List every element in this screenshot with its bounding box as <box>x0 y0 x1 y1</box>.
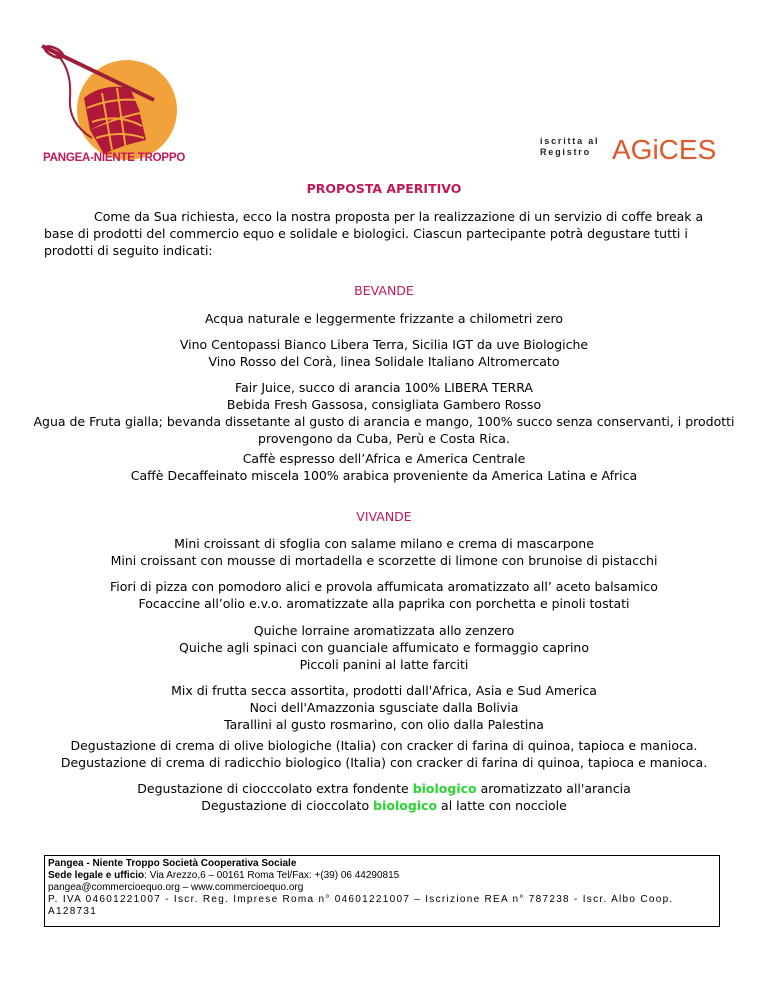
agices-wordmark: AGiCES <box>612 134 717 165</box>
vivande-group-4 <box>20 682 748 733</box>
menu-line: Noci dell'Amazzonia sgusciate dalla Bolivia <box>249 700 519 715</box>
menu-line: Agua de Fruta gialla; bevanda dissetante al gusto di arancia e mango, 100% succo senza conservanti, i prodotti <box>33 414 735 429</box>
bevande-heading: BEVANDE <box>354 283 414 298</box>
menu-line: Vino Centopassi Bianco Libera Terra, Sicilia IGT da uve Biologiche <box>179 337 589 352</box>
page-title: PROPOSTA APERITIVO <box>306 181 462 196</box>
menu-line: Focaccine all’olio e.v.o. aromatizzate alla paprika con porchetta e pinoli tostati <box>138 596 630 611</box>
menu-line: Caffè espresso dell’Africa e America Centrale <box>242 451 526 466</box>
menu-line: Degustazione di crema di radicchio biologico (Italia) con cracker di farina di quinoa, tapioca e manioca. <box>60 755 708 770</box>
menu-line: provengono da Cuba, Perù e Costa Rica. <box>258 431 510 446</box>
menu-line: Mini croissant di sfoglia con salame milano e crema di mascarpone <box>174 536 594 551</box>
bevande-group-1 <box>20 310 748 327</box>
globe-needle-icon <box>32 38 204 170</box>
logo-text: PANGEA-NIENTE TROPPO <box>43 152 186 164</box>
vivande-heading: VIVANDE <box>356 509 412 524</box>
menu-line: Fiori di pizza con pomodoro alici e provola affumicata aromatizzato all’ aceto balsamico <box>110 579 658 594</box>
menu-line: Piccoli panini al latte farciti <box>299 657 469 672</box>
bevande-group-2 <box>20 336 748 370</box>
vivande-group-1 <box>20 535 748 569</box>
bevande-group-3 <box>20 379 748 447</box>
menu-line: Degustazione di cioccolato biologico al latte con nocciole <box>201 798 567 813</box>
pangea-logo <box>32 38 204 170</box>
vivande-group-choc <box>20 780 748 814</box>
menu-line: Degustazione di ciocccolato extra fondente biologico aromatizzato all'arancia <box>137 781 631 796</box>
menu-line: Quiche agli spinaci con guanciale affumicato e formaggio caprino <box>178 640 589 655</box>
bevande-group-4 <box>20 450 748 484</box>
iva-line: P. IVA 04601221007 - Iscr. Reg. Imprese Roma n° 04601221007 – Iscrizione REA n° 787238 - Iscr. Albo Coop. <box>48 894 674 905</box>
company-name: Pangea - Niente Troppo Società Cooperativa Sociale <box>48 858 297 869</box>
menu-line: Bebida Fresh Gassosa, consigliata Gambero Rosso <box>226 397 542 412</box>
agices-logo <box>540 134 717 170</box>
vivande-group-2 <box>20 578 748 612</box>
biologico-highlight: biologico <box>373 798 438 813</box>
vivande-group-3 <box>20 622 748 673</box>
footer-box <box>44 855 720 927</box>
menu-line: Acqua naturale e leggermente frizzante a chilometri zero <box>204 311 564 326</box>
contacts-line: pangea@commercioequo.org – www.commercioequo.org <box>48 882 304 893</box>
albo-line: A128731 <box>48 906 98 917</box>
menu-line: Fair Juice, succo di arancia 100% LIBERA TERRA <box>235 380 533 395</box>
biologico-highlight: biologico <box>412 781 477 796</box>
menu-line: Mini croissant con mousse di mortadella e scorzette di limone con brunoise di pistacchi <box>110 553 658 568</box>
agices-caption: iscritta al Registro <box>540 136 600 157</box>
menu-line: Mix di frutta secca assortita, prodotti dall'Africa, Asia e Sud America <box>171 683 597 698</box>
menu-line: Degustazione di crema di olive biologiche (Italia) con cracker di farina di quinoa, tapioca e manioca. <box>70 738 698 753</box>
menu-line: Caffè Decaffeinato miscela 100% arabica proveniente da America Latina e Africa <box>130 468 638 483</box>
sede-line: Sede legale e ufficio: Via Arezzo,6 – 00161 Roma Tel/Fax: +(39) 06 44290815 <box>48 870 400 881</box>
menu-line: Quiche lorraine aromatizzata allo zenzero <box>253 623 515 638</box>
vivande-group-5 <box>20 737 748 771</box>
intro-paragraph: Come da Sua richiesta, ecco la nostra proposta per la realizzazione di un servizio di coffe break a base di prodotti del commercio equo e solidale e biologici. Ciascun partecipante potrà degustare tutti i prodotti di seguito indicati: <box>44 209 704 258</box>
menu-line: Vino Rosso del Corà, linea Solidale Italiano Altromercato <box>208 354 560 369</box>
menu-line: Tarallini al gusto rosmarino, con olio dalla Palestina <box>224 717 544 732</box>
